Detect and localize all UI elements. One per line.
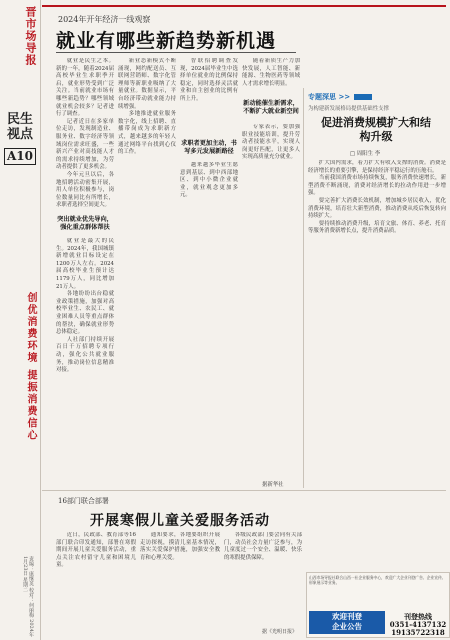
- tag-bar: [354, 94, 372, 100]
- paragraph: 各地纷纷出台稳就业政策措施，加强对高校毕业生、农民工、就业困难人员等重点群体的帮扶，确保就业形势总体稳定。: [56, 291, 114, 336]
- subheading-3: 新动能催生新需求，不断扩大就业新空间: [243, 100, 299, 115]
- paragraph: 当前我国消费市场持续恢复，服务消费快速增长，新型消费不断涌现，消费对经济增长的拉动作用进一步增强。: [308, 175, 446, 197]
- main-col-3: [118, 58, 176, 488]
- hotline-number-1: 0351-4137132: [389, 620, 447, 629]
- ad-box: [306, 572, 450, 638]
- page-number: A10: [4, 148, 36, 165]
- tag-label: 专题深思: [308, 92, 336, 101]
- hotline-number-2: 19135722318: [391, 628, 445, 637]
- ad-text: 山西市场导报社联合山西一社企业服务中心，欢迎广大企业刊登广告、企业宣传、形象展示等业务。: [309, 575, 446, 585]
- paragraph: 近日，民政部、教育部等16部门联合印发通知，部署在寒假期间开展儿童关爱服务活动，重点关注农村留守儿童和困境儿童。: [56, 532, 136, 569]
- left-sidebar: [0, 0, 41, 640]
- paragraph: 智联招聘调查发现，2024届毕业生中选择单位就业的比例保持稳定，同时选择灵活就业和自主创业的比例有所上升。: [180, 58, 238, 102]
- publication-info: 责编：康继英 校对：何丽梅 2024年1月23日 星期二: [22, 556, 34, 637]
- main-col-5b: [242, 124, 300, 478]
- column-divider: [303, 88, 304, 488]
- ad-banner-line-2: 企业公告: [332, 622, 362, 631]
- paragraph: 各级民政部门要会同有关部门，动员社会力量广泛参与，为儿童度过一个安全、温暖、快乐的寒假提供保障。: [224, 532, 302, 561]
- paragraph: 通知要求，各地要组织开展走访探视，摸清儿童基本情况，落实关爱保护措施，加强安全教育和心理关爱。: [140, 532, 220, 561]
- ad-banner: [309, 611, 385, 634]
- paragraph: 要完善扩大消费长效机制，增加城乡居民收入，优化消费环境，培育壮大新型消费，推动消费从疫后恢复转向持续扩大。: [308, 197, 446, 220]
- paragraph: 越来越多毕业生愿意到基层、到中西部地区、到中小微企业就业，就业观念更加多元。: [180, 162, 238, 199]
- main-col-4b: [180, 162, 238, 488]
- right-panel-tag: [308, 92, 372, 102]
- tag-arrows: >>: [338, 92, 351, 101]
- headline-rule: [56, 52, 296, 53]
- paragraph: 记者近日在多家单位走访，发现制造业、服务业、数字经济等领域岗位需求旺盛，一些新兴产业对高技能人才的需求持续增加，为劳动者提供了更多机会。: [56, 118, 114, 171]
- sidebar-slogan: 创优消费环境 提振消费信心: [25, 292, 36, 442]
- column-label: [4, 112, 36, 165]
- paragraph: 人社部门持续开展百日千万招聘专项行动，强化公共就业服务，推动岗位信息精准对接。: [56, 336, 114, 374]
- right-panel-title: 促进消费规模扩大和结构升级: [321, 116, 431, 143]
- paragraph: 就业是民生之本。新的一年，随着2024届高校毕业生求职季开启，就业形势受到广泛关注。当前就业市场有哪些新趋势？哪些领域就业机会较多？记者进行了调查。: [56, 58, 114, 118]
- paragraph: 专家表示，要加强职业技能培训，提升劳动者技能水平，实现人岗更好匹配，让更多人实现高质量充分就业。: [242, 124, 300, 161]
- bottom-col-1: [56, 532, 136, 636]
- bottom-headline: 开展寒假儿童关爱服务活动: [90, 513, 270, 529]
- hotline-label: 刊登热线: [404, 612, 432, 621]
- bottom-col-3: [224, 532, 302, 628]
- column-name: 民生视点: [6, 112, 33, 142]
- bottom-source: 据《光明日报》: [262, 629, 298, 635]
- paragraph: 扩大国内需求，着力扩大有收入支撑的消费。消费是经济增长的重要引擎，是保持经济平稳运行的压舱石。: [308, 160, 446, 174]
- main-col-5a: [242, 58, 300, 98]
- newspaper-brand: 晋市场导报: [24, 6, 37, 66]
- right-panel-subtitle: 为构建新发展格局提供基础性支撑: [308, 106, 389, 112]
- subheading-1: 突出就业优先导向，强化重点群体帮扶: [57, 216, 113, 231]
- paragraph: 随着新质生产力加快发展，人工智能、新能源、生物医药等领域人才需求增长明显。: [242, 58, 300, 87]
- section-divider: [42, 490, 446, 491]
- ad-banner-line-1: 欢迎刊登: [332, 612, 362, 621]
- paragraph: 要持续推动消费升级，培育文旅、体育、养老、托育等服务消费新增长点，提升消费品质。: [308, 220, 446, 235]
- main-kicker: 2024年开年经济一线观察: [58, 15, 151, 24]
- main-source: 据新华社: [262, 482, 284, 488]
- paragraph: 多地推进就业服务数字化，线上招聘、直播带岗成为求职新方式，越来越多的年轻人通过网络平台找到心仪的工作。: [118, 111, 176, 156]
- bottom-col-2: [140, 532, 220, 636]
- paragraph: 新业态新模式不断涌现，网约配送员、互联网营销师、数字化管理师等新职业吸纳了大量就业。数据显示，平台经济带动就业能力持续增强。: [118, 58, 176, 110]
- main-col-2: [56, 238, 114, 488]
- bottom-kicker: 16部门联合部署: [58, 497, 109, 505]
- paragraph: 就业是最大的民生。2024年，我国城镇新增就业目标设定在1200万人左右。2024届高校毕业生预计达1179万人，同比增加21万人。: [56, 238, 114, 290]
- top-rule: [42, 5, 446, 7]
- paragraph: 今年元旦以后，各地招聘活动密集开展，用人单位积极参与，岗位数量同比有所增长，求职者选择空间更大。: [56, 171, 114, 209]
- main-headline: 就业有哪些新趋势新机遇: [56, 30, 277, 52]
- right-panel-body: [308, 160, 446, 486]
- main-col-1: [56, 58, 114, 214]
- subheading-2: 求职者更加主动，书写多元发展新路径: [181, 140, 237, 155]
- main-col-4a: [180, 58, 238, 138]
- ad-hotline: [389, 613, 447, 637]
- right-panel-author: □ 周阳生 李: [350, 151, 381, 157]
